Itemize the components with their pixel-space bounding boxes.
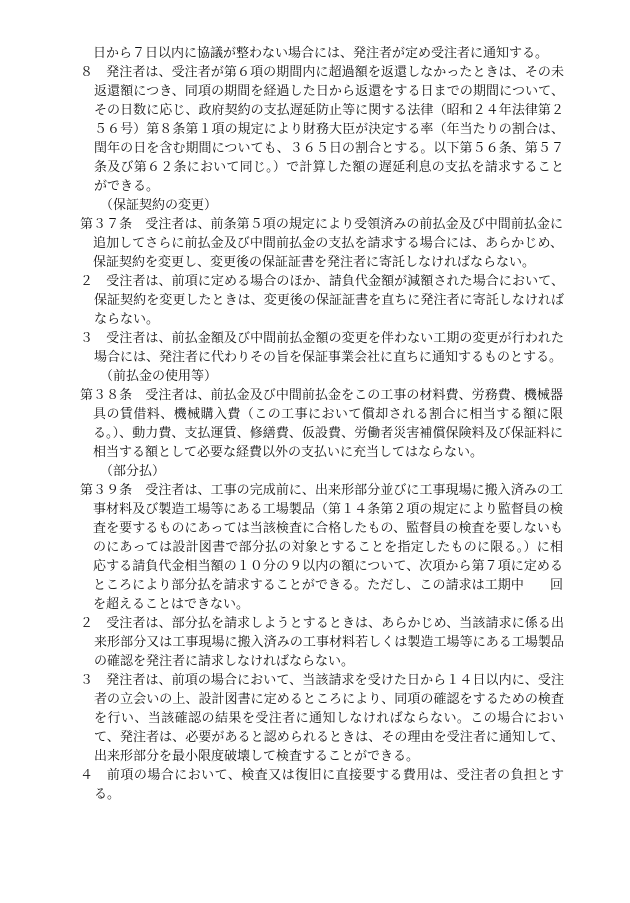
article-39-item-2: ２ 受注者は、部分払を請求しようとするときは、あらかじめ、当該請求に係る出来形部分又は工事現場に搬入済みの工事材料若しくは製造工場等にある工場製品の確認を発注者に請求しなければならない。 <box>80 616 564 669</box>
article-37-item-2: ２ 受注者は、前項に定める場合のほか、請負代金額が減額された場合において、保証契約を変更したときは、変更後の保証証書を直ちに発注者に寄託しなければならない。 <box>80 274 564 327</box>
caption-article-37: （保証契約の変更） <box>100 198 218 213</box>
article-39-item-3: ３ 発注者は、前項の場合において、当該請求を受けた日から１４日以内に、受注者の立会いの上、設計図書に定めるところにより、同項の確認をするための検査を行い、当該確認の結果を受注者に通知しなければならない。この場合において、発注者は、必要があると認められるときは、その理由を受注者に通知して、出来形部分を最小限度破壊して検査することができる。 <box>80 673 564 764</box>
caption-article-38: （前払金の使用等） <box>100 369 218 384</box>
article-39 <box>80 481 563 614</box>
article-39-text-after: 回を超えることはできない。 <box>93 578 563 612</box>
paragraph-continuation: 日から７日以内に協議が整わない場合には、発注者が定め受注者に通知する。 <box>93 46 549 61</box>
article-39-item-4: ４ 前項の場合において、検査又は復旧に直接要する費用は、受注者の負担とする。 <box>80 768 564 802</box>
article-37: 第３７条 受注者は、前条第５項の規定により受領済みの前払金及び中間前払金に追加してさらに前払金及び中間前払金の支払を請求する場合には、あらかじめ、保証契約を変更し、変更後の保証証書を発注者に寄託しなければならない。 <box>80 217 563 270</box>
article-39-text-before: 第３９条 受注者は、工事の完成前に、出来形部分並びに工事現場に搬入済みの工事材料及び製造工場等にある工場製品（第１４条第２項の規定により監督員の検査を要するものにあっては当該検査に合格したもの、監督員の検査を要しないものにあっては設計図書で部分払の対象とすることを指定したものに限る。）に相応する請負代金相当額の１０分の９以内の額について、次項から第７項に定めるところにより部分払を請求することができる。ただし、この請求は工期中 <box>80 483 563 593</box>
article-38: 第３８条 受注者は、前払金及び中間前払金をこの工事の材料費、労務費、機械器具の賃借料、機械購入費（この工事において償却される割合に相当する額に限る。）、動力費、支払運賃、修繕費、仮設費、労働者災害補償保険料及び保証料に相当する額として必要な経費以外の支払いに充当してはならない。 <box>80 388 563 460</box>
paragraph-item-8: ８ 発注者は、受注者が第６項の期間内に超過額を返還しなかったときは、その未返還額につき、同項の期間を経過した日から返還をする日までの期間について、その日数に応じ、政府契約の支払遅延防止等に関する法律（昭和２４年法律第２５６号）第８条第１項の規定により財務大臣が決定する率（年当たりの割合は、閏年の日を含む期間についても、３６５日の割合とする。以下第５６条、第５７条及び第６２条において同じ。）で計算した額の遅延利息の支払を請求することができる。 <box>80 65 564 194</box>
article-37-item-3: ３ 受注者は、前払金額及び中間前払金額の変更を伴わない工期の変更が行われた場合には、発注者に代わりその旨を保証事業会社に直ちに通知するものとする。 <box>80 331 564 365</box>
caption-article-39: （部分払） <box>100 464 166 479</box>
